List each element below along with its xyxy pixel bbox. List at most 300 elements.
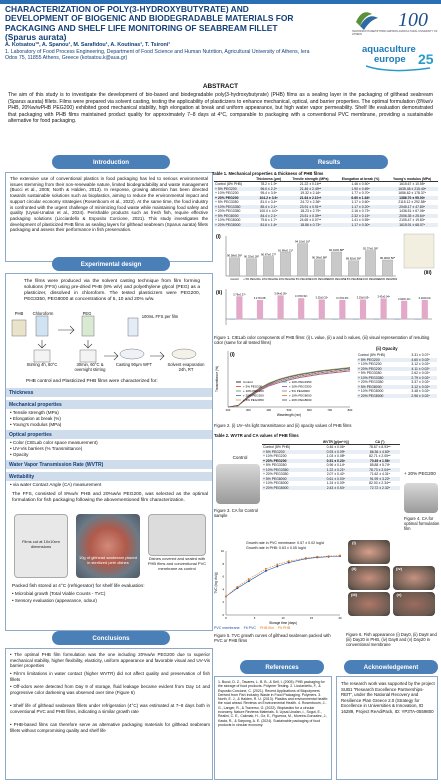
- conclusion-3: • Off-odors were detected from Day 9 of storage, fluid leakage became evident from Day 14 and progressive color darkening was observed over time (Figure 6): [10, 684, 210, 695]
- l-category-label: + 10% PEG200: [259, 278, 278, 281]
- table-cell: 2.79 ± 0.02ᵃ: [404, 376, 437, 381]
- l-category-label: + 5% PEG3350: [293, 278, 312, 281]
- references-heading: References: [240, 660, 324, 674]
- flow-label-evaporation: Solvent evaporation 24h, RT: [167, 362, 205, 372]
- b-bar-label: 3.43±0.04ᵃ: [377, 295, 390, 299]
- a-bar: [229, 319, 235, 320]
- mixing-beaker-icon: [80, 350, 96, 362]
- fig5-legend: [214, 626, 344, 630]
- figure2-transmittance-chart: [214, 347, 354, 421]
- flow-label-overnight: 30min, 60°C & overnight stirring: [74, 362, 106, 372]
- l-bar: [348, 261, 358, 276]
- fig1-iii-label: (iii): [424, 270, 432, 276]
- table2-header: CA (°): [360, 440, 400, 445]
- arrow-icon: [84, 340, 92, 348]
- x-tick-label: 5: [253, 616, 256, 620]
- table-cell: + 5% PEG8000: [214, 214, 251, 219]
- l-bar: [263, 257, 273, 276]
- table2-header: WVTR [g/(m²·h)]: [312, 440, 360, 445]
- table-cell: 1.77 ± 0.70ᵃ: [351, 191, 370, 196]
- table-cell: + 20% PEG200: [262, 459, 312, 464]
- b-bar: [339, 300, 345, 319]
- opt-item-3: • Opacity: [10, 452, 29, 457]
- opacity-table: [357, 353, 437, 398]
- x-tick-label: 600: [306, 408, 312, 412]
- arrow-icon: [58, 326, 74, 334]
- l-bar-label: 92.37±0.28ᵃ: [362, 246, 379, 251]
- table-cell: 18.23 ± 2.79ᵃ: [300, 209, 321, 214]
- table-cell: 1.90 ± 0.69ᵃ: [335, 187, 386, 192]
- tvc-point: [339, 554, 341, 556]
- a-bar: [332, 319, 338, 320]
- b-bar: [422, 300, 428, 319]
- abstract-section: [0, 83, 441, 125]
- flow-label-peg: PEG: [82, 311, 92, 316]
- l-bar: [314, 260, 324, 276]
- flow-label-casting: Casting 90μm WFT: [115, 362, 153, 367]
- table-cell: 6.60 ± 1.64ᵇ: [335, 196, 386, 201]
- conclusions-panel: [5, 648, 213, 780]
- tvc-point: [276, 565, 278, 567]
- tvc-point: [225, 595, 227, 597]
- group-wettability: Wettability: [6, 472, 212, 481]
- x-tick-label: 400: [266, 408, 272, 412]
- legend-entry: Fit PVC: [243, 626, 256, 630]
- ca-control-photo: [216, 464, 260, 504]
- storage-text: Packed fish stored at 4°C (refrigerator) for shelf life evaluation:: [12, 584, 145, 589]
- table-cell: + 20% PEG200: [357, 367, 404, 372]
- fish-appearance-label: (i): [352, 540, 356, 545]
- legend-entry: + 5% PEG3350: [243, 398, 264, 402]
- experimental-panel: [5, 273, 213, 631]
- university-name: ΓΕΩΠΟΝΙΚΟ ΠΑΝΕΠΙΣΤΗΜΙΟ ΑΘΗΝΩΝ AGRICULTURAL UNIVERSITY OF ATHENS: [352, 30, 438, 36]
- table-cell: Control (8% PHB): [263, 445, 290, 449]
- a-bar: [373, 319, 379, 320]
- experimental-heading: Experimental design: [52, 257, 170, 271]
- table-cell: 2006.35 ± 25.64ᵃ: [386, 214, 438, 219]
- figure1-caption: Figure 1. CIELab color components of PHB films: (i) L value, (ii) a and b values, (iii) visual representation of resulting color (same for all tested films): [214, 335, 430, 345]
- table-cell: + 10% PEG3350: [357, 376, 404, 381]
- x-tick-label: 15: [309, 616, 314, 620]
- table-cell: 1.22 ± 0.21ᵇ: [312, 468, 360, 473]
- table-cell: 19.32 ± 2.16ᵃ: [300, 191, 321, 196]
- l-bar: [280, 252, 290, 276]
- casting-dish-icon: [120, 349, 144, 359]
- group-mechanical: Mechanical properties: [6, 400, 212, 409]
- table-cell: 21.64 ± 2.10ᵃᵇ: [286, 196, 335, 201]
- films-photo-caption: Films cut at 10x10cm dimensions: [22, 539, 60, 549]
- flow-label-stirring: Stirring 4h, 60°C: [26, 362, 58, 367]
- introduction-text: The extensive use of conventional plastics in food packaging has led to serious environmental issues stemming from their non-renewable nature, limited biodegradability and waste management (Bucci et al., 2005; North & Halden, 2013). In response, growing attention has been directed towards sustainable solutions such as bioplastics, aiming to reduce the environmental impact and support circular economy strategies (Rosenboom et al., 2022). At the same time, the food industry is confronted with the urgent challenge of minimizing food waste while maintaining food safety and quality (Uysal-Unalan et al., 2024). Perishable products such as fresh fish, require effective packaging solutions (Licciardello & Esposito Corcione, 2021). This study investigates the development of plasticized PHB films as sealing layers for gilthead seabream (Sparus aurata) fillets packaging and assess their performance in fish preservation.: [10, 176, 208, 233]
- b-bar: [298, 298, 304, 319]
- mech-item-2: • Elongation at break (%): [10, 416, 61, 421]
- a-bar: [394, 319, 400, 320]
- x-axis-label: Wavelength (nm): [276, 413, 302, 417]
- b-bar-label: 3.79±0.37ᵃ: [233, 293, 246, 297]
- fish-appearance-label: (v): [396, 592, 402, 597]
- fig1-ii-label: (ii): [216, 290, 223, 296]
- conclusion-1: • The optimal PHB film formulation was the one including 20%w/w PEG200 due to superior mechanical stability, higher flexibility, elasticity, uniform appearance and favorable visual and UV-Vis barrier properties: [10, 652, 210, 669]
- b-bar-label: 3.19±0.01ᵃ: [418, 296, 432, 300]
- y-tick-label: 8: [222, 561, 224, 566]
- table-cell: 2115.12 ± 292.58ᵃ: [398, 200, 426, 205]
- table-cell: + 20% PEG3350: [215, 209, 241, 214]
- table1-header: Tensile strength (MPa): [286, 177, 335, 182]
- group-thickness: Thickness: [6, 388, 212, 397]
- color-swatch: [404, 234, 434, 268]
- a-bar: [291, 319, 297, 320]
- a-bar: [250, 319, 256, 320]
- l-bar-label: 91.89±0.21ᵃ: [277, 248, 294, 253]
- acknowledgement-heading: Acknowledgement: [344, 660, 438, 674]
- table-cell: 78.2 ± 1.9ᵃ: [260, 182, 277, 186]
- table-cell: 3.48 ± 0.02ᵃ: [411, 389, 430, 394]
- figure3-caption: Figure 3. CA for Control sample: [214, 508, 258, 518]
- tvc-point: [248, 580, 250, 582]
- y-axis-label: Transmittance (%): [215, 366, 219, 392]
- table1-mechanical: [214, 177, 438, 227]
- l-bar-label: 90.87±0.27ᵃ: [260, 252, 277, 257]
- ffs-cylinder-icon: [128, 318, 138, 336]
- table-cell: + 10% PEG3350: [214, 205, 251, 210]
- table-cell: + 20% PEG3350: [263, 472, 289, 477]
- ca-optimal-label: + 20% PEG200: [404, 471, 436, 476]
- l-bar-label: 90.58±0.59ᵃ: [226, 253, 243, 258]
- table-cell: 2.32 ± 0.15ᵃ: [335, 214, 386, 219]
- experimental-flow-diagram: [8, 312, 212, 368]
- x-tick-label: 20: [338, 616, 342, 620]
- l-bar: [246, 259, 256, 276]
- table-cell: 1436.51 ± 67.06ᵃ: [399, 209, 425, 214]
- table-cell: 85.4 ± 2.1ᵃ: [251, 205, 286, 210]
- table-cell: + 20% PEG8000: [357, 394, 404, 399]
- table-cell: 72.72 ± 2.32ᵃ: [360, 486, 400, 491]
- table2-body: [262, 445, 400, 491]
- table-cell: 1.03 ± 0.08ᵇ: [326, 454, 345, 459]
- tvc-point: [328, 555, 330, 557]
- aqua-num: 25: [418, 51, 434, 67]
- storage-item-1: • Microbial growth (Total Viable Counts - TVC): [12, 591, 106, 596]
- table-cell: 23.91 ± 0.91ᵃᵇ: [286, 205, 335, 210]
- ca-optimal-photo: [404, 483, 438, 513]
- table-cell: 86.36 ± 4.60ᵇ: [360, 450, 400, 455]
- figure2-opacity-label: (ii) Opacity: [376, 346, 398, 351]
- b-bar: [257, 300, 263, 319]
- x-tick-label: 700: [327, 408, 333, 412]
- table-cell: + 10% PEG8000: [358, 389, 384, 394]
- b-bar-label: 3.17±0.05ᵃ: [253, 296, 267, 300]
- table2-caption: Table 2. WVTR and CA values of PHB films: [214, 433, 299, 438]
- l-bar-label: 90.32±0.28ᵃ: [243, 254, 260, 259]
- y-tick-label: 10: [220, 549, 224, 553]
- table-cell: 2.16 ± 0.73ᵃ: [351, 209, 370, 214]
- table-cell: 82.71 ± 2.05ᵃᵇ: [369, 454, 391, 459]
- figure6-caption: Figure 6. Fish appearance (i) Day0, (ii) Day8 and (iii) Day20 in PHB, (iv) Day8 and (v) Day20 in conventional membrane: [346, 632, 437, 647]
- introduction-panel: [5, 172, 213, 262]
- x-tick-label: 800: [347, 408, 353, 412]
- fig1-i-label: (i): [216, 234, 221, 240]
- b-bar-label: 3.25±0.05ᵃ: [356, 296, 370, 300]
- table2-wvtr-ca: [262, 440, 400, 490]
- table-cell: 1.17 ± 0.60ᵃ: [351, 200, 370, 205]
- x-tick-label: 200: [225, 408, 231, 412]
- l-category-label: + 5% PEG200: [243, 278, 260, 281]
- fig5-annotation-pvc: Growth rate in PVC membrane: 0.57 ± 0.02 log/d: [246, 541, 324, 545]
- table-cell: 2.07 ± 0.42ᶜ: [326, 472, 345, 477]
- fish-dishes-caption: 10g of gilthead seabream placed in sterilized petri dishes: [78, 555, 138, 565]
- legend-entry: PVC membrane: [214, 626, 240, 630]
- characterized-text: PHB control and Plasticized PHB films were characterized for:: [26, 379, 158, 384]
- table-cell: 104.2 ± 3.9ᵃ: [251, 196, 286, 201]
- tvc-point: [265, 568, 267, 570]
- table-cell: + 5% PEG8000: [357, 385, 404, 390]
- figure2-caption: Figure 2. (i) UV–Vis light transmittance and (ii) opacity values of PHB films: [214, 423, 352, 428]
- table-cell: 78.67 ± 8.93ᵃᵇ: [369, 445, 391, 449]
- b-bar: [319, 300, 325, 320]
- l-category-label: + 10% PEG3350: [309, 278, 330, 281]
- table1-body: [214, 182, 438, 228]
- table-cell: 100.0 ± 4.0ᵃ: [259, 209, 278, 214]
- ffs-text: The FFS, consisted of 8%w/v PHB and 20%w/w PEG200, was selected as the optimal formulation for fish packaging following the abovementioned film characterization.: [12, 492, 208, 503]
- introduction-heading: Introduction: [52, 155, 170, 169]
- table-cell: 81.6 ± 1.6ᵃ: [251, 223, 286, 228]
- table2-row: [262, 445, 400, 450]
- table-cell: 0.51 ± 0.23ᵃ: [312, 459, 360, 464]
- table-cell: + 5% PEG3350: [263, 463, 287, 468]
- fish-appearance-label: (ii): [351, 566, 357, 571]
- table-cell: + 20% PEG200: [214, 196, 251, 201]
- authors: A. Kotsatou¹*, A. Spanou¹, M. Sarafidou¹, A. Koutinas¹, T. Tsironi¹: [5, 42, 171, 48]
- y-tick-label: 0: [222, 613, 224, 617]
- poster-title: CHARACTERIZATION OF POLY(3-HYDROXYBUTYRATE) AND DEVELOPMENT OF BIOGENIC AND BIODEGRADABLE MATERIALS FOR PACKAGING AND SHELF LIFE MONITORING OF SEABREAM FILLET (Sparus aurata): [5, 4, 294, 43]
- table1-header: Young’s modulus (MPa): [386, 177, 438, 182]
- sealed-dishes-photo: [148, 514, 206, 556]
- opacity-body: [357, 353, 437, 398]
- l-bar-label: 92.01±0.88ᵃ: [328, 247, 345, 252]
- table-cell: + 10% PEG200: [263, 454, 287, 459]
- references-panel: [214, 676, 332, 780]
- legend-entry: + 20% PEG3350: [289, 384, 312, 389]
- conclusion-4: • Shelf life of gilthead seabream fillets under refrigeration (4°C) was estimated at 7–8 days both in conventional PVC and PHB films, indicating a similar growth rate: [10, 703, 210, 714]
- aqua-line1: aquaculture: [362, 44, 416, 55]
- table-cell: + 5% PEG3350: [215, 200, 239, 205]
- legend-entry: + 5% PEG200: [243, 384, 263, 389]
- l-category-label: + 5% PEG8000: [344, 278, 363, 281]
- table-cell: 24.72 ± 2.36ᵇ: [300, 200, 321, 205]
- l-bar-label: 90.00±0.50ᵃ: [379, 256, 396, 260]
- fig2-i-label: (i): [230, 352, 235, 358]
- l-bar: [297, 244, 307, 276]
- conclusions-heading: Conclusions: [52, 631, 170, 645]
- l-category-label: Control: [230, 278, 239, 281]
- table-cell: Control (8% PHB): [358, 353, 385, 357]
- l-category-label: + 20% PEG8000: [377, 278, 398, 281]
- table-cell: 1.17 ± 0.20ᵃ: [335, 205, 386, 210]
- x-tick-label: 0: [225, 616, 227, 620]
- x-tick-label: 10: [281, 616, 285, 620]
- table-cell: 18.86 ± 0.73ᵃ: [286, 223, 335, 228]
- results-heading: Results: [270, 155, 388, 169]
- tvc-fit-line: [226, 555, 340, 596]
- table-cell: + 20% PEG8000: [214, 223, 251, 228]
- table2-row: [262, 486, 400, 491]
- tvc-point: [305, 557, 307, 559]
- l-category-label: + 10% PEG8000: [360, 278, 381, 281]
- table-cell: 1.17 ± 0.30ᵃ: [335, 223, 386, 228]
- table-cell: 0.46 ± 0.06ᵃ: [326, 445, 345, 449]
- table-cell: 1656.62 ± 178.37ᵃ: [398, 191, 426, 196]
- table-cell: + 5% PEG200: [262, 450, 312, 455]
- fish-dishes-photo: [76, 514, 140, 578]
- table-cell: + 5% PEG200: [214, 187, 251, 192]
- table-cell: 1.24 ± 0.00ᵇ: [326, 481, 345, 486]
- l-bar-label: 94.10±0.16ᵇ: [294, 239, 311, 244]
- affiliation: 1. Laboratory of Food Process Engineering, Department of Food Science and Human Nutrition, Agricultural University of Athens, Iera Odos 75, 11855 Athens, Greece (kotsatou.k@aua.gr): [5, 48, 310, 62]
- wet-item-1: • via water Contact Angle (CA) measurement: [10, 482, 102, 487]
- experimental-text: The films were produced via the solvent casting technique from film forming solutions (FFS) using pre-dried PHB (8% w/v) and polyethylene glycol (PEG) as a plasticizer, dissolved in chloroform. The tested plasticizers were PEG200, PEG3350, PEG8000 at concentrations of 5, 10 and 20% w/w.: [24, 279, 200, 302]
- abstract-text: The aim of this study is to investigate the development of bio-based and biodegradable poly(3-hydroxybutyrate) (PHB) films as a sealing layer in the packaging of gilthead seabream (Sparus aurata) fillets. Films were prepared via solvent casting, testing the applicability of plasticizers to enhance mechanical, optical, and barrier properties. The optimal formulation (8%w/v PHB, 20%w/wPHB PEG200) exhibited good mechanical stability, high elongation at break and uniform appearance, but high water vapor permeability. Shelf life evaluation demonstrated that packaging with PHB films maintained product quality for approximately 7–8 days at 4°C, comparable to packaging with a conventional PVC membrane, providing a sustainable alternative for food packaging.: [8, 92, 433, 124]
- b-bar: [381, 298, 387, 319]
- legend-entry: + 10% PEG3350: [289, 380, 312, 384]
- acknowledgement-panel: [336, 676, 438, 780]
- table-cell: 4.60 ± 0.02ᵇ: [404, 358, 437, 363]
- table-cell: + 10% PEG8000: [263, 481, 289, 486]
- conclusion-2: • Film’s limitations in water contact (higher WVTR) did not affect quality and preservation of fish fillets: [10, 671, 210, 682]
- a-bar: [270, 319, 276, 320]
- tvc-point: [248, 578, 250, 580]
- figure4-caption: Figure 4. CA for optimal formulation film: [404, 516, 440, 531]
- opt-item-2: • UV-Vis barriers (% Transmittance): [10, 446, 83, 451]
- x-tick-label: 300: [245, 408, 251, 412]
- phb-beaker-icon: [12, 320, 26, 336]
- table-cell: 1615.67 ± 10.55ᵃ: [399, 182, 425, 186]
- b-bar-label: 3.17±0.05ᵃ: [336, 296, 349, 300]
- references-text: 1. Bucci, D. Z., Tavares, L. B. B., & Sell, I. (2005). PHB packaging for the storage of food products. Polymer Testing. 2. Licciardello, F., & Esposito Corcione, C. (2021). Recent Applications of Biopolymers Derived from Fish Industry Waste in Food Packaging. Polymers. 3. North, E. J., & Halden, R. U. (2013). Plastics and environmental health: the road ahead. Reviews on Environmental Health. 4. Rosenboom, J.-G., Langer, R., & Traverso, G. (2022). Bioplastics for a circular economy. Nature Reviews Materials. 5. Uysal-Unalan, I., Sogut, E., Realini, C. E., Cakmak, H., Oz, E., Figueroa, M., Moreira-Gonzalez, J., Kasta, R., & Sarpong, A. E. (2024). Sustainable packaging of food products in circular economy.: [218, 680, 329, 727]
- table-cell: 0.61 ± 0.03ᵃ: [312, 477, 360, 482]
- l-bar: [382, 260, 392, 276]
- table-cell: 3.31 ± 0.07ᵃ: [411, 353, 430, 357]
- table-cell: 84.4 ± 2.1ᵃ: [251, 214, 286, 219]
- x-axis-label: Storage time (days): [269, 621, 297, 625]
- table-cell: + 20% PEG8000: [262, 486, 312, 491]
- table-cell: 2045.17 ± 47.80ᵃ: [386, 205, 438, 210]
- table-cell: 2.96 ± 0.02ᵃ: [404, 394, 437, 399]
- table-cell: 85.88 ± 5.74ᵇ: [369, 463, 390, 468]
- chloroform-bottle-icon: [36, 316, 48, 336]
- legend-entry: + 5% PEG8000: [289, 389, 310, 393]
- b-bar-label: 3.04±0.14ᵃ: [397, 297, 411, 301]
- l-category-label: + 20% PEG200: [276, 278, 295, 281]
- table-cell: 78.73 ± 2.04ᵃᵇ: [360, 468, 400, 473]
- table-cell: 71.62 ± 4.31ᵃ: [369, 472, 390, 477]
- b-bar-label: 3.25±0.32ᵃ: [315, 296, 329, 300]
- b-bar: [401, 301, 407, 319]
- table-cell: 0.96 ± 0.14ᵇ: [326, 463, 345, 468]
- arrow-icon: [104, 352, 118, 360]
- table-cell: + 10% PEG200: [215, 191, 239, 196]
- table-cell: + 10% PEG3350: [262, 468, 312, 473]
- table-cell: + 20% PEG3350: [358, 380, 384, 385]
- table-cell: 24.65 ± 0.07ᵃᵇ: [299, 218, 322, 223]
- arrow-icon: [38, 340, 46, 348]
- table1-row: [214, 223, 438, 228]
- table2-row: [262, 454, 400, 459]
- arrow-icon: [150, 352, 164, 360]
- stirring-beaker-icon: [34, 350, 50, 362]
- tvc-point: [236, 586, 238, 588]
- table-cell: 82.00 ± 2.34ᵃᵇ: [369, 481, 391, 486]
- x-tick-label: 500: [286, 408, 292, 412]
- y-tick-label: 6: [222, 574, 224, 579]
- legend-entry: + 10% PEG8000: [289, 393, 312, 398]
- b-bar: [278, 295, 284, 319]
- a-bar: [353, 319, 359, 320]
- fig5-annotation-phb: Growth rate in PHB: 0.63 ± 0.05 log/d: [246, 546, 306, 550]
- table1-caption: Table 1. Mechanical properties & thickness of PHB films: [212, 171, 324, 176]
- table-cell: 4.11 ± 0.02ᵇ: [404, 367, 437, 372]
- table-cell: 2105.47 ± 19.83ᵃ: [399, 218, 425, 223]
- tvc-point: [265, 570, 267, 572]
- fish-appearance-label: (iii): [351, 592, 357, 597]
- table-cell: 1615.91 ± 68.07ᵃ: [386, 223, 438, 228]
- table-cell: 95.4 ± 3.5ᵃ: [260, 191, 277, 196]
- table-cell: 1.41 ± 0.55ᵃ: [351, 218, 370, 223]
- evaporation-dish-icon: [172, 349, 196, 359]
- table-cell: 21.46 ± 2.49ᵃᵇ: [286, 187, 335, 192]
- tvc-point: [288, 560, 290, 562]
- table-cell: 81.0 ± 3.4ᵃ: [260, 200, 277, 205]
- mech-item-1: • Tensile strength (MPa): [10, 410, 59, 415]
- acknowledgement-text: The research work was supported by the project SUB1 “Research Excellence Partnerships-REΠ”, under the National Recovery and Resilience Plan Greece 2.0 (Strategy for Excellence in Universities & Innovation, ID 16289, Project ReAdiPack, ID: YP3TA-0559800: [341, 681, 435, 714]
- l-bar: [229, 258, 239, 276]
- ca-control-label: Control: [232, 455, 248, 460]
- authors-block: [5, 42, 315, 62]
- table-cell: 91.99 ± 3.22ᵇ: [360, 477, 400, 482]
- y-tick-label: 2: [222, 600, 224, 605]
- table-cell: + 5% PEG8000: [262, 477, 312, 482]
- table1-header: Elongation at break (%): [335, 177, 386, 182]
- figure5-caption: Figure 5. TVC growth curves of gilthead seabream packed with PVC or PHB films: [214, 633, 331, 643]
- table-cell: 2.62 ± 0.02ᵃ: [411, 371, 430, 376]
- sealed-dishes-caption: Dishes covered and sealed with PHB films and conventional PVC membrane as control: [147, 556, 207, 571]
- a-bar: [311, 319, 317, 320]
- figure1-chart-l: [214, 230, 438, 282]
- opacity-row: [357, 394, 437, 399]
- legend-entry: PHB film: [259, 626, 274, 630]
- b-bar: [360, 300, 366, 320]
- mech-item-3: • Young’s modulus (MPa): [10, 422, 62, 427]
- flow-label-chloroform: Chloroform: [32, 311, 54, 316]
- storage-item-2: • Sensory evaluation (appearance, odour): [12, 598, 97, 603]
- table-cell: 70.49 ± 1.56ᵃ: [360, 459, 400, 464]
- table-cell: 0.93 ± 0.09ᵇ: [312, 450, 360, 455]
- table-cell: + 5% PEG3350: [358, 371, 382, 376]
- table-cell: 79.6 ± 1.7ᵃ: [260, 218, 277, 223]
- table-cell: 21.22 ± 0.16ᵃᵇ: [299, 182, 322, 186]
- y-axis-label: TVC (log cfu/g): [214, 572, 218, 594]
- conclusion-5: • PHB-based films can therefore serve as alternative packaging materials for gilthead seabream fillets without compromising quality and shelf life: [10, 722, 210, 733]
- peg-bottle-icon: [82, 316, 94, 336]
- aqua-line2: europe: [374, 54, 406, 65]
- figure1-chart-ab: [214, 286, 438, 332]
- table-cell: 1386.70 ± 95.00ᵃ: [386, 196, 438, 201]
- l-category-label: + 20% PEG3350: [326, 278, 347, 281]
- b-bar-label: 3.94±0.05ᵃ: [274, 292, 287, 296]
- table-cell: Control (8% PHB): [215, 182, 242, 186]
- poster-header: [0, 0, 441, 78]
- group-optical: Optical properties: [6, 430, 212, 439]
- a-bar: [414, 319, 420, 320]
